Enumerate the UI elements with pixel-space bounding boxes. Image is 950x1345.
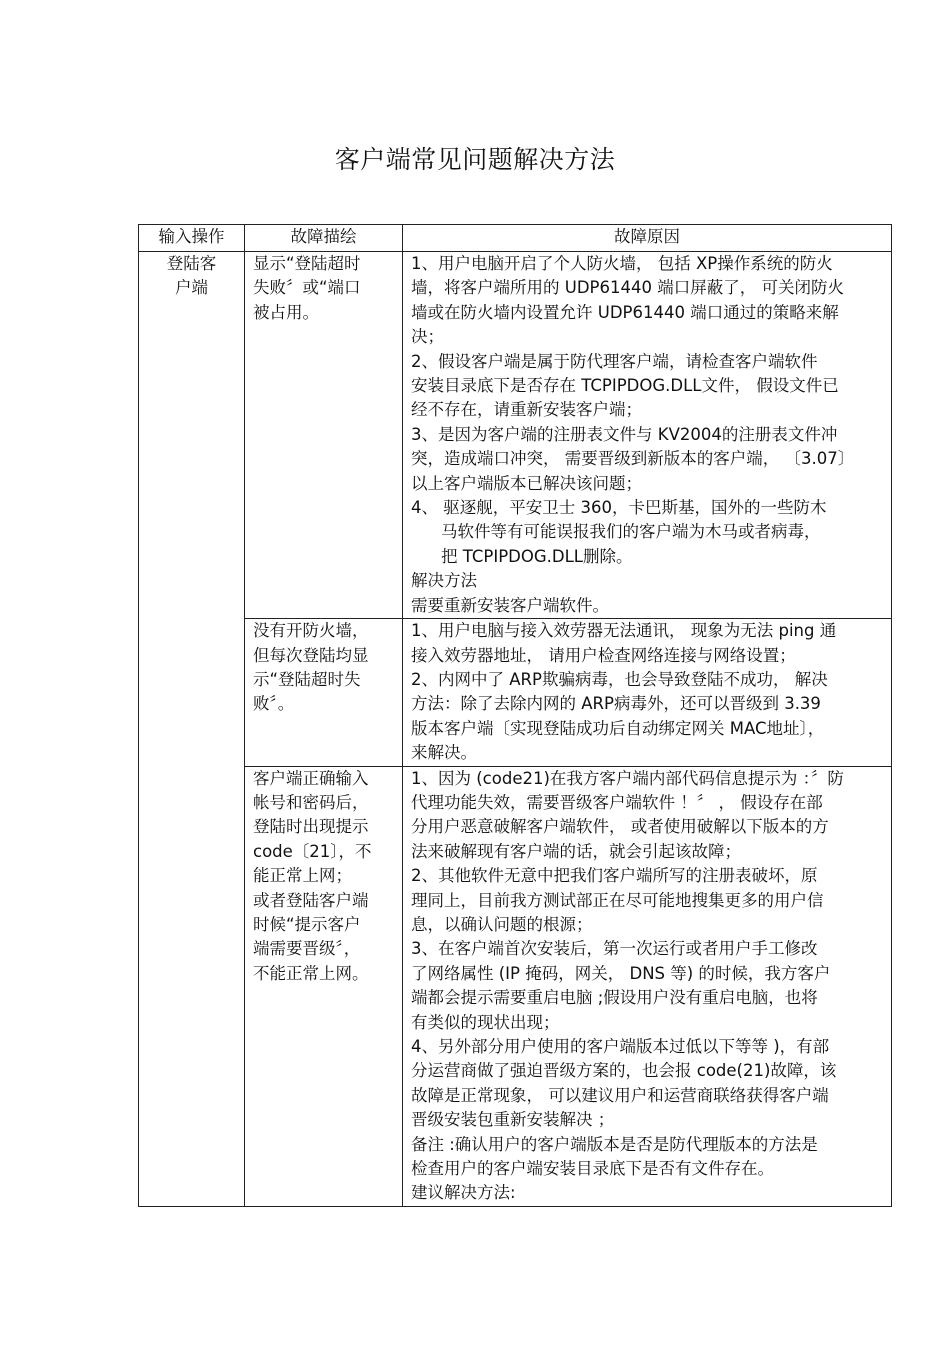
cause-line: 经不存在，请重新安装客户端； <box>411 400 642 420</box>
header-description: 故障描绘 <box>245 225 403 252</box>
cause-line: 息，以确认问题的根源； <box>411 914 593 934</box>
cause-cell <box>403 766 892 1206</box>
description-cell <box>245 766 403 1206</box>
table-row <box>139 766 892 1206</box>
description-line: 时候“提示客户 <box>253 914 361 934</box>
cause-line: 晋级安装包重新安装解决 ； <box>411 1110 615 1130</box>
cause-line: 4、 驱逐舰，平安卫士 360，卡巴斯基，国外的一些防木 <box>411 498 827 518</box>
description-text <box>245 767 402 987</box>
description-text <box>245 252 402 325</box>
cause-text <box>403 767 891 1206</box>
operation-text: 登陆客户端 <box>166 254 217 298</box>
cause-line: 2、内网中了 ARP欺骗病毒，也会导致登陆不成功， 解决 <box>411 669 828 689</box>
cause-line: 墙或在防火墙内设置允许 UDP61440 端口通过的策略来解 <box>411 302 839 322</box>
cause-line: 决； <box>411 327 444 347</box>
cause-line: 了网络属性 (IP 掩码，网关， DNS 等) 的时候，我方客户 <box>411 963 831 983</box>
description-line: 或者登陆客户端 <box>253 890 369 910</box>
cause-line: 分用户恶意破解客户端软件， 或者使用破解以下版本的方 <box>411 817 829 837</box>
cause-line: 安装目录底下是否存在 TCPIPDOG.DLL文件， 假设文件已 <box>411 376 839 396</box>
operation-cell <box>139 252 245 1207</box>
cause-line: 墙，将客户端所用的 UDP61440 端口屏蔽了， 可关闭防火 <box>411 278 844 298</box>
cause-line: 故障是正常现象， 可以建议用户和运营商联络获得客户端 <box>411 1085 829 1105</box>
cause-line: 来解决。 <box>411 743 477 763</box>
page-title: 客户端常见问题解决方法 <box>334 145 616 174</box>
cause-line: 1、因为 (code21)在我方客户端内部代码信息提示为 ：〞防 <box>411 768 844 788</box>
description-line: 但每次登陆均显 <box>253 645 369 665</box>
cause-line: 2、假设客户端是属于防代理客户端，请检查客户端软件 <box>411 351 818 371</box>
cause-line: 马软件等有可能误报我们的客户端为木马或者病毒， <box>441 522 821 542</box>
cause-line: 3、在客户端首次安装后，第一次运行或者用户手工修改 <box>411 939 818 959</box>
cause-line: 1、用户电脑开启了个人防火墙， 包括 XP操作系统的防火 <box>411 254 833 273</box>
cause-line: 理同上，目前我方测试部正在尽可能地搜集更多的用户信 <box>411 890 824 910</box>
table-header-row <box>139 225 892 252</box>
cause-line: 分运营商做了强迫晋级方案的，也会报 code(21)故障，该 <box>411 1061 837 1081</box>
cause-line: 代理功能失效，需要晋级客户端软件 ！〞 ， 假设存在部 <box>411 792 823 812</box>
cause-line: 有类似的现状出现； <box>411 1012 560 1032</box>
cause-line: 版本客户端〔实现登陆成功后自动绑定网关 MAC地址〕， <box>411 718 825 738</box>
description-cell <box>245 619 403 766</box>
header-cause: 故障原因 <box>403 225 892 252</box>
header-operation: 输入操作 <box>139 225 245 252</box>
cause-line: 端都会提示需要重启电脑 ;假设用户没有重启电脑，也将 <box>411 988 818 1008</box>
description-cell <box>245 252 403 619</box>
cause-line: 3、是因为客户端的注册表文件与 KV2004的注册表文件冲 <box>411 424 838 444</box>
cause-line: 1、用户电脑与接入效劳器无法通讯， 现象为无法 ping 通 <box>411 621 837 641</box>
description-line: code〔21〕，不 <box>253 841 372 861</box>
cause-line: 建议解决方法: <box>411 1183 516 1203</box>
cause-line: 需要重新安装客户端软件。 <box>411 595 609 615</box>
cause-line: 4、另外部分用户使用的客户端版本过低以下等等 )，有部 <box>411 1037 830 1056</box>
cause-line: 以上客户端版本已解决该问题； <box>411 473 642 493</box>
table-row <box>139 252 892 619</box>
description-line: 端需要晋级〞， <box>253 939 361 959</box>
cause-text <box>403 619 891 765</box>
description-line: 示“登陆超时失 <box>253 669 361 689</box>
cause-line: 方法：除了去除内网的 ARP病毒外，还可以晋级到 3.39 <box>411 694 821 714</box>
cause-line: 检查用户的客户端安装目录底下是否有文件存在。 <box>411 1159 774 1179</box>
description-line: 不能正常上网。 <box>253 963 369 983</box>
cause-line: 2、其他软件无意中把我们客户端所写的注册表破坏，原 <box>411 866 818 886</box>
description-line: 登陆时出现提示 <box>253 817 369 837</box>
cause-line: 接入效劳器地址， 请用户检查网络连接与网络设置； <box>411 645 796 665</box>
faq-table <box>138 224 892 1207</box>
cause-line: 解决方法 <box>411 571 477 591</box>
cause-text <box>403 252 891 618</box>
description-line: 败〞。 <box>253 694 295 714</box>
cause-line: 备注 :确认用户的客户端版本是否是防代理版本的方法是 <box>411 1134 818 1154</box>
description-line: 显示“登陆超时 <box>253 254 361 273</box>
table-row <box>139 619 892 766</box>
cause-line: 突，造成端口冲突， 需要晋级到新版本的客户端， 〔3.07〕 <box>411 449 855 469</box>
description-line: 没有开防火墙， <box>253 621 369 641</box>
cause-line: 把 TCPIPDOG.DLL删除。 <box>441 546 633 566</box>
description-line: 帐号和密码后， <box>253 792 369 812</box>
description-text <box>245 619 402 717</box>
description-line: 客户端正确输入 <box>253 768 369 788</box>
cause-cell <box>403 252 892 619</box>
cause-line: 法来破解现有客户端的话，就会引起该故障； <box>411 841 741 861</box>
description-line: 失败〞或“端口 <box>253 278 361 298</box>
description-line: 能正常上网； <box>253 866 352 886</box>
description-line: 被占用。 <box>253 302 319 322</box>
cause-cell <box>403 619 892 766</box>
